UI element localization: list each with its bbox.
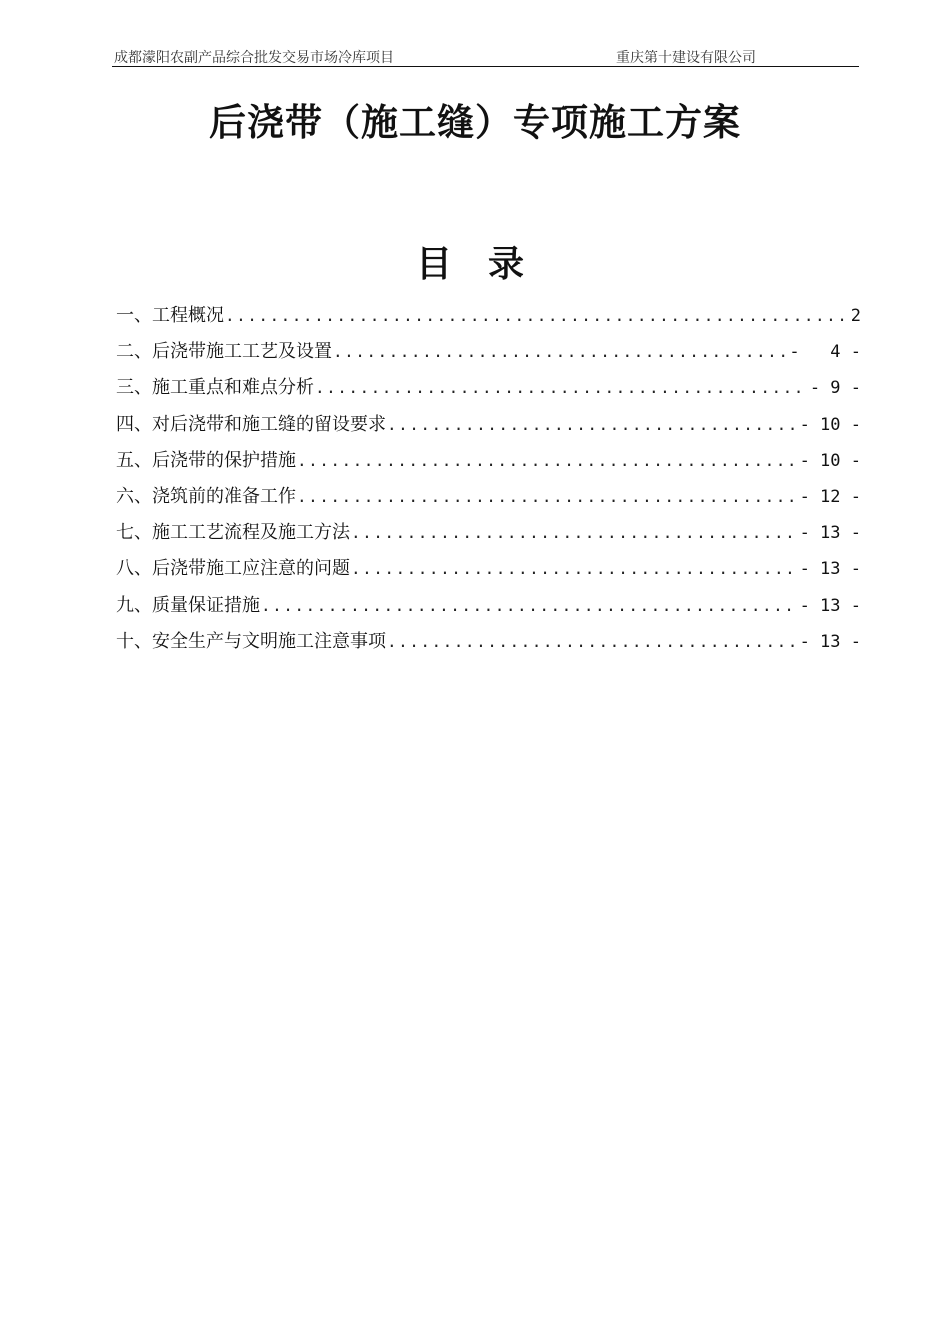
toc-page-number: - 13 - bbox=[799, 595, 861, 616]
toc-dot-leader bbox=[297, 449, 798, 473]
toc-entry-label: 二、后浇带施工工艺及设置 bbox=[116, 341, 332, 363]
page-header bbox=[112, 46, 859, 67]
toc-dot-leader bbox=[333, 340, 787, 364]
toc-dot-leader bbox=[387, 630, 798, 654]
toc-dot-leader bbox=[297, 485, 798, 509]
toc-dot-leader bbox=[351, 521, 798, 545]
toc-entry-label: 一、工程概况 bbox=[116, 305, 224, 326]
toc-entry-label: 五、后浇带的保护措施 bbox=[116, 449, 296, 471]
toc-entry[interactable] bbox=[116, 376, 861, 412]
toc-page-number: - 10 - bbox=[799, 450, 861, 471]
toc-entry[interactable] bbox=[116, 449, 861, 485]
toc-entry[interactable] bbox=[116, 630, 861, 666]
toc-page-number: - 13 - bbox=[799, 523, 861, 544]
toc-page-number: - 10 - bbox=[799, 414, 861, 435]
toc-entry-label: 三、施工重点和难点分析 bbox=[116, 377, 314, 399]
toc-entry-label: 六、浇筑前的准备工作 bbox=[116, 485, 296, 507]
toc-entry[interactable] bbox=[116, 304, 861, 340]
header-company-name: 重庆第十建设有限公司 bbox=[616, 50, 756, 66]
toc-dot-leader bbox=[351, 557, 798, 581]
toc-entry[interactable] bbox=[116, 594, 861, 630]
toc-page-number: 2 bbox=[850, 306, 861, 326]
toc-page-number: - 13 - bbox=[799, 631, 861, 652]
toc-heading: 目录 bbox=[415, 244, 560, 285]
header-project-name: 成都濛阳农副产品综合批发交易市场冷库项目 bbox=[114, 50, 394, 66]
toc-entry[interactable] bbox=[116, 557, 861, 593]
toc-entry-label: 八、后浇带施工应注意的问题 bbox=[116, 558, 350, 580]
toc-entry[interactable] bbox=[116, 485, 861, 521]
toc-entry-label: 七、施工工艺流程及施工方法 bbox=[116, 522, 350, 544]
toc-dot-leader bbox=[387, 413, 798, 437]
toc-entry-label: 九、质量保证措施 bbox=[116, 594, 260, 616]
toc-entry[interactable] bbox=[116, 413, 861, 449]
toc-dot-leader bbox=[225, 304, 849, 328]
toc-dot-leader bbox=[315, 376, 808, 400]
toc-page-number: - 4 - bbox=[789, 342, 861, 363]
table-of-contents bbox=[116, 304, 861, 666]
toc-entry[interactable] bbox=[116, 521, 861, 557]
toc-dot-leader bbox=[261, 594, 798, 618]
toc-page-number: - 9 - bbox=[809, 378, 861, 399]
toc-entry-label: 四、对后浇带和施工缝的留设要求 bbox=[116, 413, 386, 435]
toc-page-number: - 13 - bbox=[799, 559, 861, 580]
toc-page-number: - 12 - bbox=[799, 486, 861, 507]
toc-entry-label: 十、安全生产与文明施工注意事项 bbox=[116, 630, 386, 652]
document-title: 后浇带（施工缝）专项施工方案 bbox=[209, 101, 741, 144]
toc-entry[interactable] bbox=[116, 340, 861, 376]
